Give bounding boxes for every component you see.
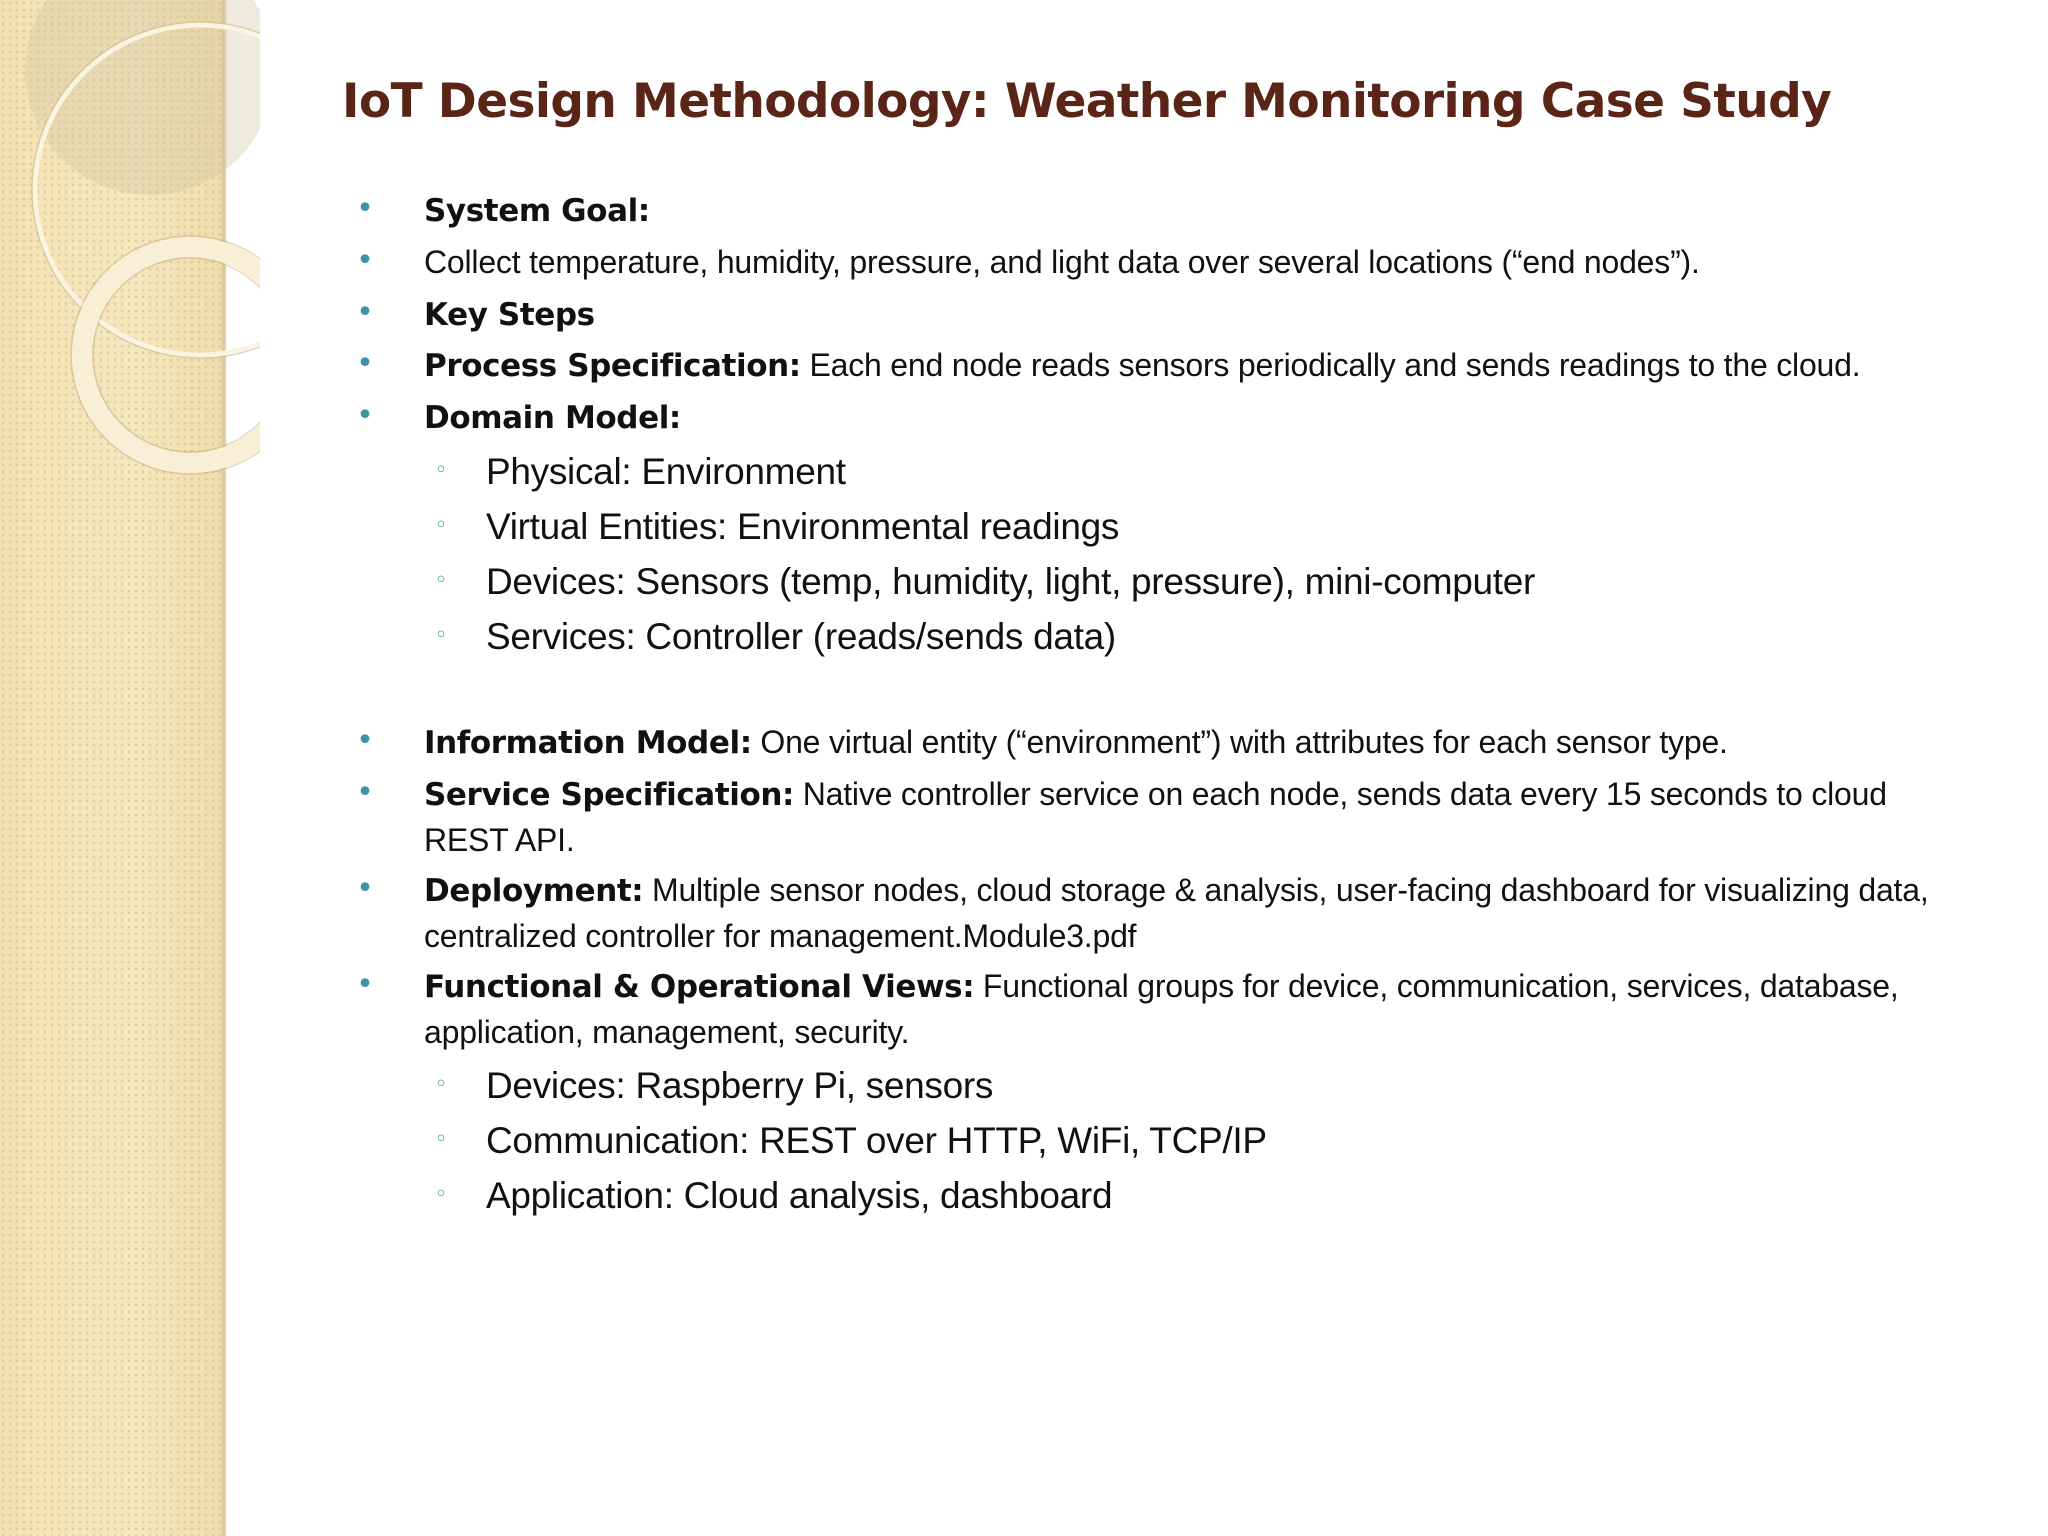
slide-title: IoT Design Methodology: Weather Monitoring Case Study bbox=[342, 74, 1832, 129]
list-item-text bbox=[424, 188, 1964, 234]
sub-list-item-text: Virtual Entities: Environmental readings bbox=[486, 506, 1120, 547]
list-item-text bbox=[424, 343, 1964, 389]
list-item-label: System Goal: bbox=[424, 193, 650, 229]
bullet-dot: • bbox=[356, 723, 374, 758]
list-item-text bbox=[424, 240, 1964, 286]
sub-list-item-text: Communication: REST over HTTP, WiFi, TCP/IP bbox=[486, 1120, 1267, 1161]
sub-list-item-text: Services: Controller (reads/sends data) bbox=[486, 616, 1116, 657]
list-item-label: Process Specification: bbox=[424, 348, 801, 384]
sub-list-item-text: Devices: Raspberry Pi, sensors bbox=[486, 1065, 994, 1106]
list-item-text bbox=[424, 868, 1964, 959]
sub-list-item-text: Devices: Sensors (temp, humidity, light, pressure), mini-computer bbox=[486, 561, 1536, 602]
bullet-dot: • bbox=[356, 346, 374, 381]
bullet-dot: • bbox=[356, 871, 374, 906]
bullet-dot: • bbox=[356, 775, 374, 810]
list-item-text bbox=[424, 292, 1964, 338]
list-item-body: Collect temperature, humidity, pressure, and light data over several locations (“end nodes”). bbox=[424, 244, 1700, 280]
bullet-dot: • bbox=[356, 295, 374, 330]
list-item-label: Key Steps bbox=[424, 297, 595, 333]
list-item-text bbox=[424, 772, 1964, 863]
sub-list-item-text: Application: Cloud analysis, dashboard bbox=[486, 1175, 1113, 1216]
list-item-text bbox=[424, 395, 1964, 441]
list-item-label: Information Model: bbox=[424, 725, 752, 761]
list-item-label: Functional & Operational Views: bbox=[424, 969, 975, 1005]
sub-bullet-circle: ◦ bbox=[434, 623, 448, 648]
list-item-body: Multiple sensor nodes, cloud storage & analysis, user-facing dashboard for visualizing data, centralized controller for management.Module3.pdf bbox=[424, 872, 1929, 954]
bullet-dot: • bbox=[356, 243, 374, 278]
list-item-body: Functional groups for device, communication, services, database, application, management, security. bbox=[424, 968, 1899, 1050]
sub-bullet-circle: ◦ bbox=[434, 1127, 448, 1152]
sub-bullet-circle: ◦ bbox=[434, 458, 448, 483]
bullet-dot: • bbox=[356, 398, 374, 433]
sub-list-item-text: Physical: Environment bbox=[486, 451, 846, 492]
list-item-body: Each end node reads sensors periodically and sends readings to the cloud. bbox=[800, 347, 1861, 383]
sub-bullet-circle: ◦ bbox=[434, 568, 448, 593]
list-item-label: Domain Model: bbox=[424, 400, 681, 436]
list-item-label: Service Specification: bbox=[424, 777, 795, 813]
bullet-dot: • bbox=[356, 191, 374, 226]
list-item-label: Deployment: bbox=[424, 873, 644, 909]
list-item-body: Native controller service on each node, sends data every 15 seconds to cloud REST API. bbox=[424, 776, 1887, 858]
sub-bullet-circle: ◦ bbox=[434, 513, 448, 538]
list-item-text bbox=[424, 720, 1964, 766]
sub-bullet-circle: ◦ bbox=[434, 1182, 448, 1207]
list-item-body: One virtual entity (“environment”) with attributes for each sensor type. bbox=[751, 724, 1728, 760]
bullet-dot: • bbox=[356, 967, 374, 1002]
list-item-text bbox=[424, 964, 1964, 1055]
sub-bullet-circle: ◦ bbox=[434, 1072, 448, 1097]
